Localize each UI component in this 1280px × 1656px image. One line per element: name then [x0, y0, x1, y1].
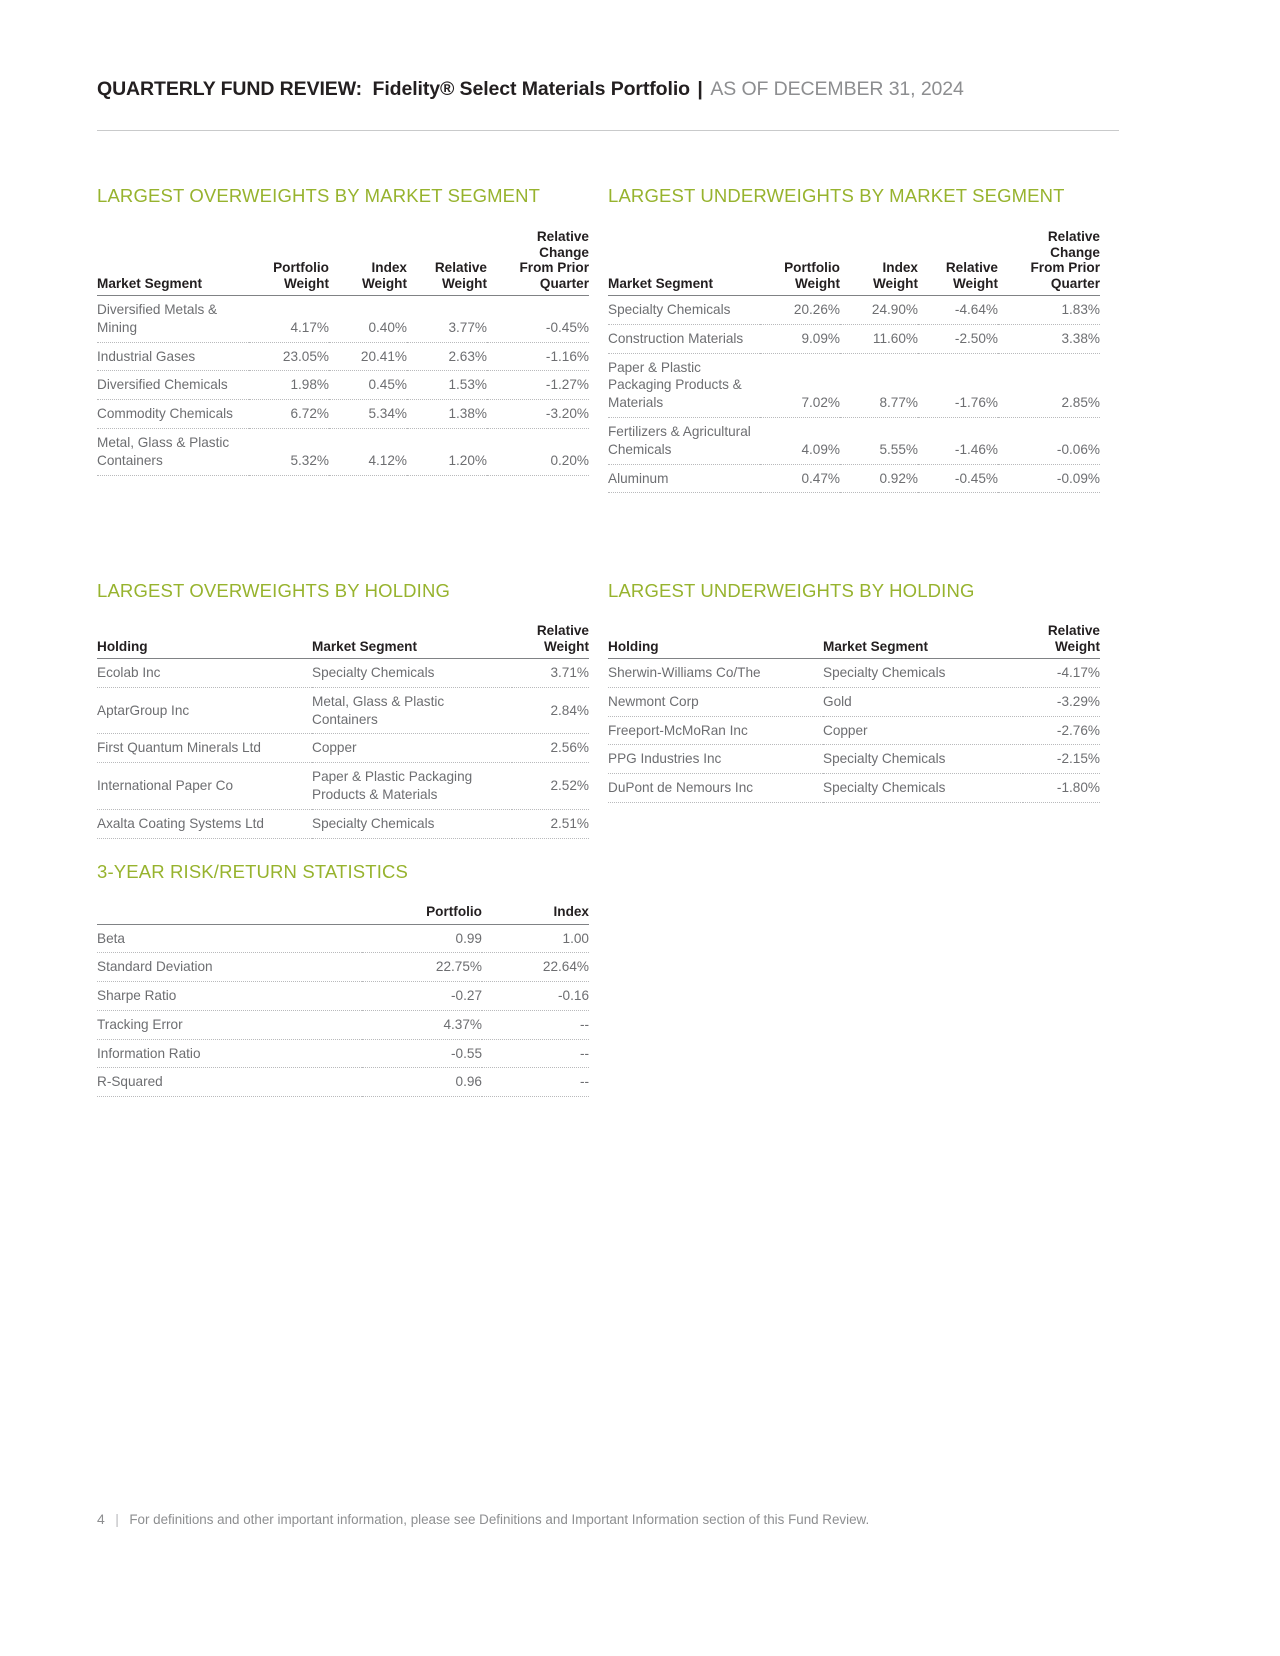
- cell-portfolio-weight: 5.32%: [249, 428, 329, 475]
- cell-portfolio-value: 0.99: [362, 924, 482, 953]
- cell-relative-weight: 2.56%: [512, 734, 589, 763]
- cell-portfolio-weight: 9.09%: [760, 324, 840, 353]
- table-row: [608, 774, 1100, 803]
- section-risk-return-statistics: [97, 861, 589, 1097]
- cell-segment: Commodity Chemicals: [97, 400, 249, 429]
- cell-segment: Construction Materials: [608, 324, 760, 353]
- col-header-metric: [97, 904, 362, 924]
- col-header-line: Change: [539, 244, 589, 260]
- cell-segment: Metal, Glass & Plastic Containers: [97, 428, 249, 475]
- cell-relative-change: 1.83%: [998, 296, 1100, 325]
- cell-relative-weight: 2.52%: [512, 763, 589, 810]
- table-row: [608, 464, 1100, 493]
- footer-page-number: 4: [97, 1511, 105, 1527]
- cell-portfolio-value: 22.75%: [362, 953, 482, 982]
- cell-relative-change: -1.16%: [487, 342, 589, 371]
- table-row: [608, 296, 1100, 325]
- col-header-line: Relative: [536, 229, 589, 244]
- cell-relative-weight: 1.38%: [407, 400, 487, 429]
- section-largest-overweights-by-segment: [97, 185, 589, 476]
- cell-relative-weight: -2.76%: [1023, 716, 1100, 745]
- cell-index-weight: 0.40%: [329, 296, 407, 343]
- col-header-line: Portfolio: [784, 260, 840, 275]
- cell-segment: Aluminum: [608, 464, 760, 493]
- col-header-portfolio-weight: [760, 229, 840, 296]
- section-title-underweights-segment: LARGEST UNDERWEIGHTS BY MARKET SEGMENT: [608, 185, 1065, 206]
- col-header-line: Quarter: [539, 275, 589, 291]
- cell-relative-weight: -2.15%: [1023, 745, 1100, 774]
- cell-holding: Ecolab Inc: [97, 659, 312, 688]
- cell-portfolio-value: 0.96: [362, 1068, 482, 1097]
- col-header-line: Market Segment: [823, 638, 929, 654]
- page-footer: [97, 1511, 1119, 1529]
- cell-index-weight: 5.55%: [840, 417, 918, 464]
- cell-index-value: --: [482, 1010, 589, 1039]
- cell-index-weight: 4.12%: [329, 428, 407, 475]
- cell-segment: Paper & Plastic Packaging Products & Materials: [312, 763, 512, 810]
- col-header-line: Quarter: [1050, 275, 1100, 291]
- table-row: [97, 1068, 589, 1097]
- col-header-portfolio-weight: [249, 229, 329, 296]
- cell-segment: Copper: [823, 716, 1023, 745]
- cell-index-value: --: [482, 1039, 589, 1068]
- section-title-underweights-holding: LARGEST UNDERWEIGHTS BY HOLDING: [608, 580, 975, 601]
- col-header-line: Portfolio: [273, 260, 329, 275]
- col-header-line: Weight: [872, 275, 918, 291]
- col-header-market-segment: [823, 623, 1023, 659]
- cell-metric: R-Squared: [97, 1068, 362, 1097]
- cell-portfolio-weight: 4.17%: [249, 296, 329, 343]
- table-row: [97, 809, 589, 838]
- col-header-line: Market Segment: [97, 275, 203, 291]
- table-row: [97, 953, 589, 982]
- table-row: [608, 659, 1100, 688]
- col-header-line: Relative: [434, 260, 487, 275]
- col-header-relative-weight: [918, 229, 998, 296]
- cell-segment: Specialty Chemicals: [608, 296, 760, 325]
- cell-holding: International Paper Co: [97, 763, 312, 810]
- table-row: [608, 417, 1100, 464]
- cell-portfolio-value: -0.55: [362, 1039, 482, 1068]
- col-header-holding: [97, 623, 312, 659]
- cell-portfolio-weight: 20.26%: [760, 296, 840, 325]
- cell-segment: Specialty Chemicals: [312, 659, 512, 688]
- header-separator: |: [697, 78, 703, 100]
- cell-relative-change: -0.09%: [998, 464, 1100, 493]
- section-title-overweights-segment: LARGEST OVERWEIGHTS BY MARKET SEGMENT: [97, 185, 541, 206]
- cell-holding: Freeport-McMoRan Inc: [608, 716, 823, 745]
- cell-segment: Specialty Chemicals: [823, 745, 1023, 774]
- cell-portfolio-weight: 4.09%: [760, 417, 840, 464]
- cell-relative-weight: -1.80%: [1023, 774, 1100, 803]
- cell-segment: Fertilizers & Agricultural Chemicals: [608, 417, 760, 464]
- section-largest-overweights-by-holding: [97, 580, 589, 839]
- cell-portfolio-weight: 0.47%: [760, 464, 840, 493]
- col-header-line: Weight: [952, 275, 998, 291]
- cell-metric: Beta: [97, 924, 362, 953]
- cell-portfolio-weight: 6.72%: [249, 400, 329, 429]
- cell-index-weight: 20.41%: [329, 342, 407, 371]
- cell-segment: Specialty Chemicals: [312, 809, 512, 838]
- col-header-index-weight: [840, 229, 918, 296]
- section-largest-underweights-by-segment: [608, 185, 1104, 493]
- cell-metric: Information Ratio: [97, 1039, 362, 1068]
- cell-segment: Paper & Plastic Packaging Products & Materials: [608, 353, 760, 417]
- col-header-line: Holding: [97, 638, 148, 654]
- cell-index-weight: 11.60%: [840, 324, 918, 353]
- cell-relative-change: 2.85%: [998, 353, 1100, 417]
- cell-segment: Copper: [312, 734, 512, 763]
- cell-relative-weight: 1.53%: [407, 371, 487, 400]
- footer-disclaimer-text: For definitions and other important information, please see Definitions and Important Information section of this Fund Review.: [129, 1512, 870, 1527]
- cell-index-value: --: [482, 1068, 589, 1097]
- cell-relative-weight: -3.29%: [1023, 687, 1100, 716]
- table-row: [97, 1010, 589, 1039]
- cell-relative-weight: 3.71%: [512, 659, 589, 688]
- page-header: [97, 78, 1119, 101]
- table-row: [608, 745, 1100, 774]
- col-header-line: From Prior: [1030, 260, 1100, 275]
- header-divider: [97, 130, 1119, 131]
- cell-relative-weight: -4.17%: [1023, 659, 1100, 688]
- col-header-relative-change: [998, 229, 1100, 296]
- col-header-line: Relative: [536, 623, 589, 638]
- cell-relative-weight: -1.46%: [918, 417, 998, 464]
- header-report-title: QUARTERLY FUND REVIEW:: [97, 78, 363, 100]
- cell-relative-weight: -1.76%: [918, 353, 998, 417]
- col-header-line: Weight: [283, 275, 329, 291]
- col-header-line: Weight: [794, 275, 840, 291]
- col-header-line: Holding: [608, 638, 659, 654]
- table-row: [97, 659, 589, 688]
- cell-portfolio-weight: 23.05%: [249, 342, 329, 371]
- table-row: [608, 687, 1100, 716]
- col-header-line: Weight: [361, 275, 407, 291]
- col-header-line: Weight: [543, 638, 589, 654]
- col-header-holding: [608, 623, 823, 659]
- cell-relative-weight: -4.64%: [918, 296, 998, 325]
- col-header-line: Weight: [1054, 638, 1100, 654]
- col-header-portfolio: Portfolio: [362, 904, 482, 924]
- table-row: [97, 371, 589, 400]
- cell-metric: Sharpe Ratio: [97, 982, 362, 1011]
- col-header-line: Index: [371, 260, 407, 275]
- header-as-of-date: AS OF DECEMBER 31, 2024: [710, 78, 964, 100]
- table-overweights-by-holding: [97, 623, 589, 839]
- col-header-relative-change: [487, 229, 589, 296]
- table-overweights-by-segment: [97, 229, 589, 476]
- col-header-line: Relative: [945, 260, 998, 275]
- cell-relative-change: -3.20%: [487, 400, 589, 429]
- header-fund-name: Fidelity® Select Materials Portfolio: [372, 78, 690, 100]
- cell-relative-change: 3.38%: [998, 324, 1100, 353]
- cell-segment: Specialty Chemicals: [823, 774, 1023, 803]
- col-header-line: Index: [882, 260, 918, 275]
- table-row: [608, 716, 1100, 745]
- cell-holding: AptarGroup Inc: [97, 687, 312, 734]
- cell-relative-change: -0.45%: [487, 296, 589, 343]
- cell-relative-weight: 1.20%: [407, 428, 487, 475]
- table-row: [97, 982, 589, 1011]
- table-row: [608, 353, 1100, 417]
- cell-portfolio-value: 4.37%: [362, 1010, 482, 1039]
- col-header-line: From Prior: [519, 260, 589, 275]
- table-row: [97, 1039, 589, 1068]
- cell-segment: Industrial Gases: [97, 342, 249, 371]
- cell-holding: PPG Industries Inc: [608, 745, 823, 774]
- cell-index-weight: 24.90%: [840, 296, 918, 325]
- cell-segment: Diversified Metals & Mining: [97, 296, 249, 343]
- cell-index-value: 1.00: [482, 924, 589, 953]
- cell-holding: Sherwin-Williams Co/The: [608, 659, 823, 688]
- col-header-market-segment: [312, 623, 512, 659]
- cell-metric: Standard Deviation: [97, 953, 362, 982]
- table-row: [608, 324, 1100, 353]
- section-title-overweights-holding: LARGEST OVERWEIGHTS BY HOLDING: [97, 580, 451, 601]
- cell-relative-change: -1.27%: [487, 371, 589, 400]
- table-row: [97, 400, 589, 429]
- cell-index-weight: 8.77%: [840, 353, 918, 417]
- table-row: [97, 342, 589, 371]
- cell-holding: First Quantum Minerals Ltd: [97, 734, 312, 763]
- col-header-line: Change: [1050, 244, 1100, 260]
- cell-portfolio-weight: 7.02%: [760, 353, 840, 417]
- col-header-relative-weight: [1023, 623, 1100, 659]
- table-risk-return-statistics: [97, 904, 589, 1097]
- col-header-market-segment: [97, 229, 249, 296]
- col-header-index: Index: [482, 904, 589, 924]
- col-header-line: Relative: [1047, 229, 1100, 244]
- cell-index-value: -0.16: [482, 982, 589, 1011]
- cell-portfolio-weight: 1.98%: [249, 371, 329, 400]
- cell-segment: Diversified Chemicals: [97, 371, 249, 400]
- col-header-line: Weight: [441, 275, 487, 291]
- table-underweights-by-segment: [608, 229, 1100, 493]
- cell-relative-weight: -2.50%: [918, 324, 998, 353]
- section-title-risk-return: 3-YEAR RISK/RETURN STATISTICS: [97, 861, 409, 882]
- table-row: [97, 428, 589, 475]
- table-underweights-by-holding: [608, 623, 1100, 803]
- col-header-market-segment: [608, 229, 760, 296]
- cell-relative-weight: 2.51%: [512, 809, 589, 838]
- cell-relative-weight: -0.45%: [918, 464, 998, 493]
- cell-holding: Newmont Corp: [608, 687, 823, 716]
- cell-relative-change: 0.20%: [487, 428, 589, 475]
- cell-relative-change: -0.06%: [998, 417, 1100, 464]
- cell-holding: Axalta Coating Systems Ltd: [97, 809, 312, 838]
- cell-segment: Specialty Chemicals: [823, 659, 1023, 688]
- cell-metric: Tracking Error: [97, 1010, 362, 1039]
- table-row: [97, 924, 589, 953]
- table-row: [97, 734, 589, 763]
- table-row: [97, 296, 589, 343]
- col-header-index-weight: [329, 229, 407, 296]
- cell-segment: Metal, Glass & Plastic Containers: [312, 687, 512, 734]
- cell-relative-weight: 2.84%: [512, 687, 589, 734]
- cell-relative-weight: 3.77%: [407, 296, 487, 343]
- cell-holding: DuPont de Nemours Inc: [608, 774, 823, 803]
- cell-index-weight: 5.34%: [329, 400, 407, 429]
- col-header-relative-weight: [407, 229, 487, 296]
- col-header-line: Market Segment: [608, 275, 714, 291]
- table-row: [97, 687, 589, 734]
- cell-portfolio-value: -0.27: [362, 982, 482, 1011]
- section-largest-underweights-by-holding: [608, 580, 1104, 803]
- cell-index-weight: 0.92%: [840, 464, 918, 493]
- cell-index-weight: 0.45%: [329, 371, 407, 400]
- table-row: [97, 763, 589, 810]
- cell-segment: Gold: [823, 687, 1023, 716]
- cell-relative-weight: 2.63%: [407, 342, 487, 371]
- cell-index-value: 22.64%: [482, 953, 589, 982]
- footer-separator: |: [115, 1511, 119, 1527]
- col-header-line: Market Segment: [312, 638, 418, 654]
- col-header-relative-weight: [512, 623, 589, 659]
- col-header-line: Relative: [1047, 623, 1100, 638]
